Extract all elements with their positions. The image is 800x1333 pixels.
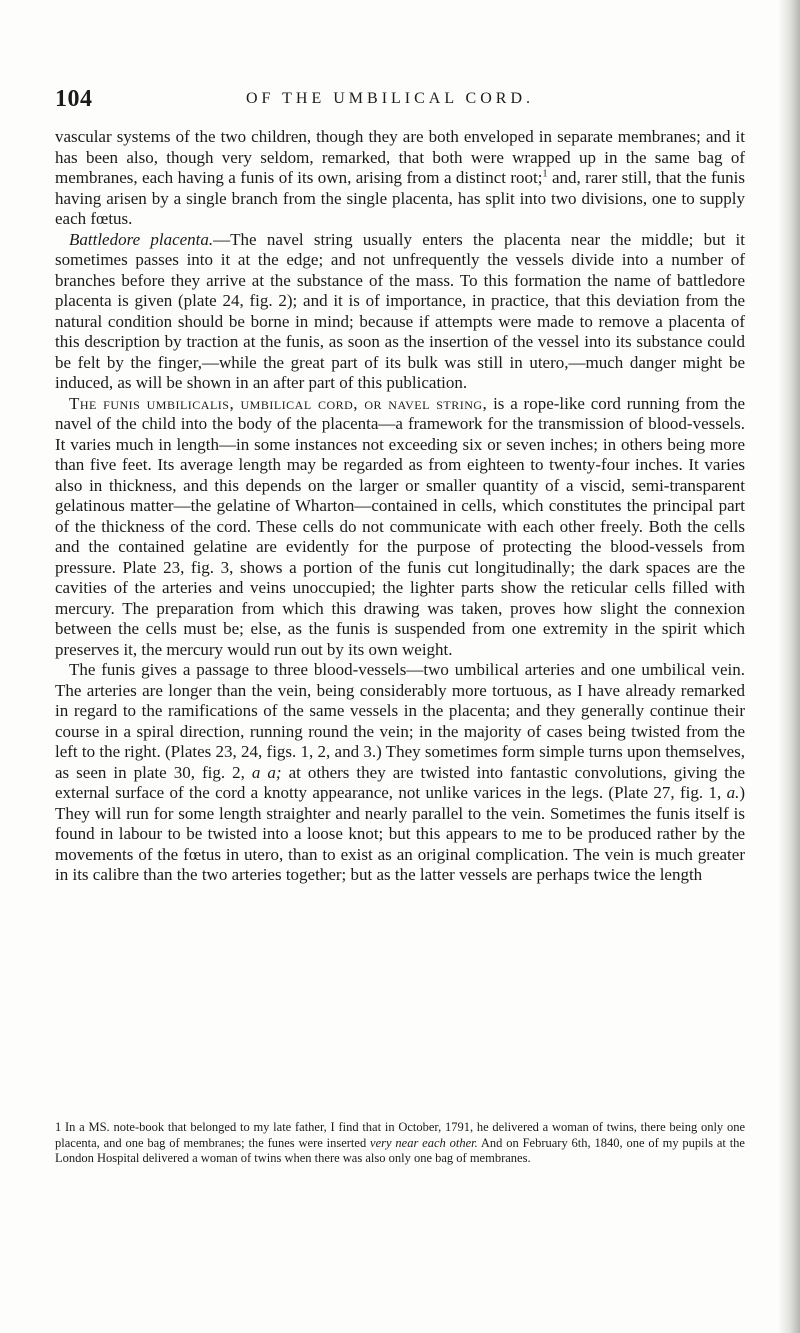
footnote-text: And on February 6th, 1840, one of my pupils at the London Hospital delivered a woman of twins when there was also only one bag of membranes. bbox=[55, 1135, 745, 1165]
running-head bbox=[55, 86, 745, 112]
paragraph-text: and, rarer still, that the funis having arisen by a single branch from the single placenta, has split into two divisions, one to supply each fœtus. bbox=[55, 168, 745, 228]
paragraph-funis-umbilicalis bbox=[55, 394, 745, 661]
paragraph-text: at others they are twisted into fantastic convolutions, giving the external surface of the cord a knotty appearance, not unlike varices in the legs. (Plate 27, fig. 1, bbox=[55, 762, 745, 802]
footnote-emphasis: very near each other. bbox=[370, 1135, 478, 1150]
body-text bbox=[55, 127, 745, 886]
paragraph-battledore-placenta bbox=[55, 230, 745, 394]
paragraph-blood-vessels bbox=[55, 660, 745, 886]
page-edge-shadow bbox=[778, 0, 800, 1333]
paragraph-text: ) They will run for some length straighter and nearly parallel to the vein. Sometimes the funis itself is found in labour to be twisted into a loose knot; but this appears to me to be produced rather by the movements of the fœtus in utero, than to exist as an original complication. The vein is much greater in its calibre than the two arteries together; but as the latter vessels are perhaps twice the length bbox=[55, 783, 745, 884]
paragraph-text: vascular systems of the two children, though they are both enveloped in separate membranes; and it has been also, though very seldom, remarked, that both were wrapped up in the same bag of membranes, each having a funis of its own, arising from a distinct root; bbox=[55, 127, 745, 187]
paragraph-text: is a rope-like cord running from the navel of the child into the body of the placenta—a framework for the transmission of blood-vessels. It varies much in length—in some instances not exceeding six or seven inches; in others being more than five feet. Its average length may be regarded as from eighteen to twenty-four inches. It varies also in thickness, and this depends on the larger or smaller quantity of a viscid, semi-transparent gelatinous matter—the gelatine of Wharton—contained in cells, which constitutes the principal part of the thickness of the cord. These cells do not communicate with each other freely. Both the cells and the contained gelatine are evidently for the purpose of protecting the blood-vessels from pressure. Plate 23, fig. 3, shows a portion of the funis cut longitudinally; the dark spaces are the cavities of the arteries and veins unoccupied; the lighter parts show the reticular cells filled with mercury. The preparation from which this drawing was taken, proves how slight the connexion between the cells must be; else, as the funis is suspended from one extremity in the spirit which preserves it, the mercury would run out by its own weight. bbox=[55, 393, 745, 659]
running-title: OF THE UMBILICAL CORD. bbox=[245, 90, 534, 107]
figure-reference: a a; bbox=[251, 762, 282, 782]
page-number: 104 bbox=[55, 86, 93, 112]
footnote-text: In a MS. note-book that belonged to my late father, I find that in October, 1791, he delivered a woman of twins, there being only one placenta, and one bag of membranes; the funes were inserted bbox=[55, 1120, 745, 1150]
section-heading: The funis umbilicalis, umbilical cord, or navel string, bbox=[69, 393, 488, 413]
section-heading: Battledore placenta. bbox=[69, 229, 214, 249]
footnote-reference: 1 bbox=[542, 168, 548, 180]
footnote-mark: 1 bbox=[55, 1120, 62, 1134]
footnote bbox=[55, 1120, 745, 1167]
paragraph-twins bbox=[55, 127, 745, 230]
paragraph-text: —The navel string usually enters the placenta near the middle; but it sometimes passes into it at the edge; and not unfrequently the vessels divide into a number of branches before they arrive at the substance of the mass. To this formation the name of battledore placenta is given (plate 24, fig. 2); and it is of importance, in practice, that this deviation from the natural condition should be borne in mind; because if attempts were made to remove a placenta of this description by traction at the funis, as soon as the insertion of the vessel into its substance could be felt by the finger,—while the great part of its bulk was still in utero,—much danger might be induced, as will be shown in an after part of this publication. bbox=[55, 229, 745, 392]
paragraph-text: The funis gives a passage to three blood-vessels—two umbilical arteries and one umbilical vein. The arteries are longer than the vein, being considerably more tortuous, as I have already remarked in regard to the ramifications of the same vessels in the placenta; and they generally continue their course in a spiral direction, running round the vein; in the majority of cases being twisted from the left to the right. (Plates 23, 24, figs. 1, 2, and 3.) They sometimes form simple turns upon themselves, as seen in plate 30, fig. 2, bbox=[55, 660, 745, 782]
figure-reference: a. bbox=[726, 783, 740, 802]
